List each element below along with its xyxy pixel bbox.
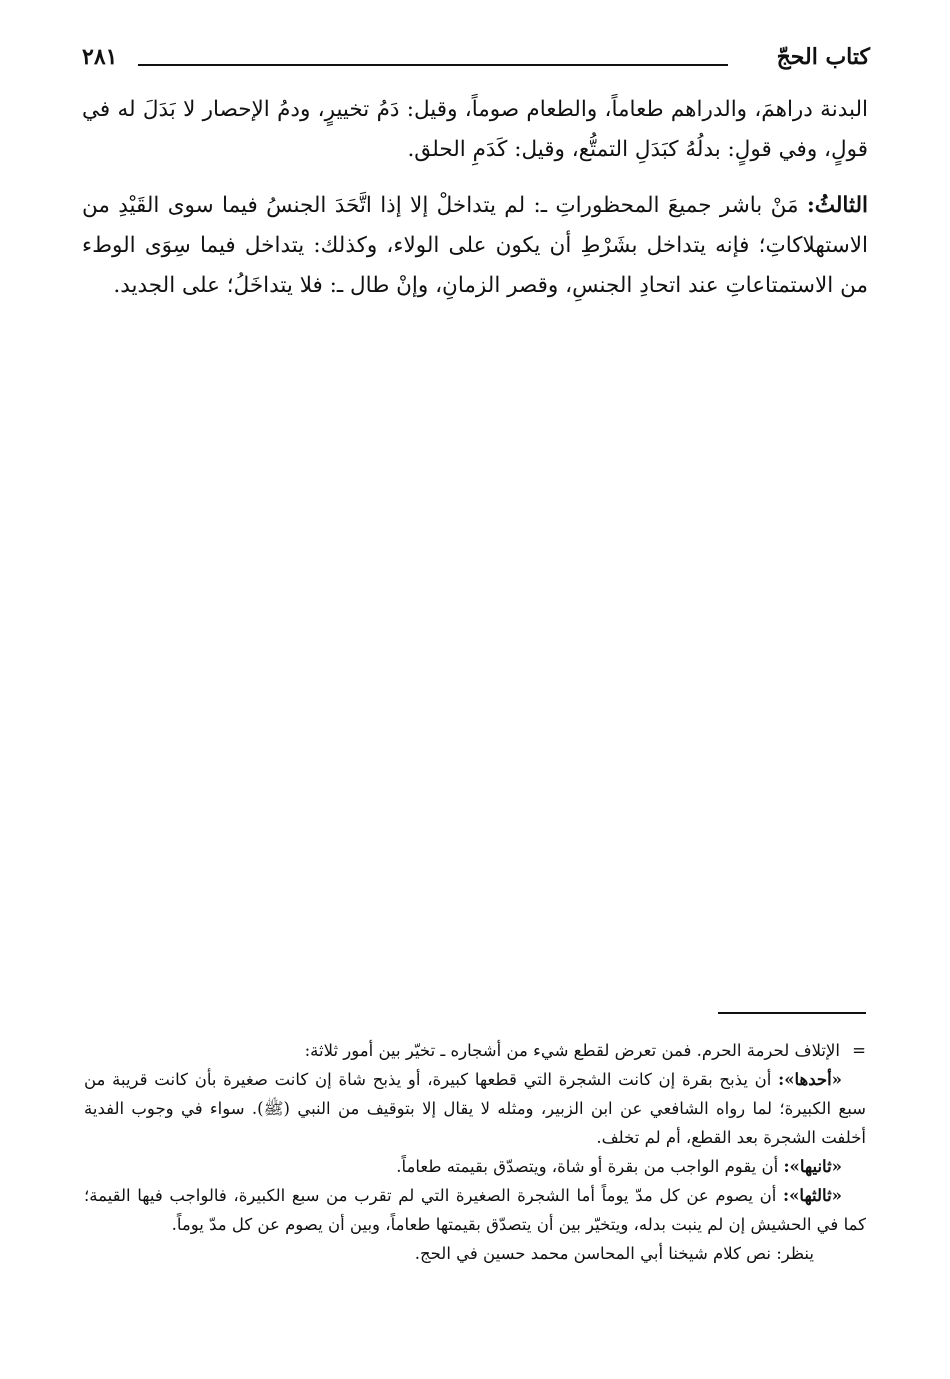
footnotes [84, 1036, 866, 1268]
footnote-item-lead: «ثانيها»: [783, 1157, 842, 1176]
footnote-item-text: أن يصوم عن كل مدّ يوماً أما الشجرة الصغيرة التي لم تقرب من سبع الكبيرة، فالواجب فيها القيمة؛ كما في الحشيش إن لم ينبت بدله، ويتخيّر بين أن يتصدّق بقيمتها طعاماً، وبين أن يصوم عن كل مدّ يوماً. [84, 1186, 866, 1234]
footnote-item-lead: «ثالثها»: [783, 1186, 842, 1205]
footnote-item-text: أن يذبح بقرة إن كانت الشجرة التي قطعها كبيرة، أو يذبح شاة إن كانت صغيرة بأن كانت قريبة من سبع الكبيرة؛ لما رواه الشافعي عن ابن الزبير، ومثله لا يقال إلا بتوقيف من النبي (ﷺ). سواء في وجوب الفدية أخلفت الشجرة بعد القطع، أم لم تخلف. [84, 1070, 866, 1147]
paragraph-lead: الثالثُ: [806, 193, 868, 218]
footnote-separator [718, 1012, 866, 1014]
paragraph [82, 186, 868, 306]
continuation-marker: = [852, 1041, 866, 1060]
footnote-item-lead: «أحدها»: [778, 1070, 842, 1089]
footnote-item [84, 1152, 866, 1181]
main-text [82, 90, 868, 306]
footnote-item-text: أن يقوم الواجب من بقرة أو شاة، ويتصدّق بقيمته طعاماً. [396, 1157, 784, 1176]
footnote-item [84, 1065, 866, 1152]
chapter-title: كتاب الحجّ [776, 44, 870, 70]
footnote-intro-text: الإتلاف لحرمة الحرم. فمن تعرض لقطع شيء من أشجاره ـ تخيّر بين أمور ثلاثة: [304, 1041, 840, 1060]
running-header [82, 40, 870, 80]
paragraph: البدنة دراهمَ، والدراهم طعاماً، والطعام صوماً، وقيل: دَمُ تخييرٍ، ودمُ الإحصار لا بَدَلَ له في قولٍ، وفي قولٍ: بدلُهُ كبَدَلِ التمتُّع، وقيل: كَدَمِ الحلق. [82, 97, 868, 162]
footnote-reference: ينظر: نص كلام شيخنا أبي المحاسن محمد حسين في الحج. [414, 1244, 814, 1263]
header-rule [138, 64, 728, 66]
paragraph-text: مَنْ باشر جميعَ المحظوراتِ ـ: لم يتداخلْ إلا إذا اتَّحَدَ الجنسُ فيما سوى القَيْدِ من الاستهلاكاتِ؛ فإنه يتداخل بشَرْطِ أن يكون على الولاء، وكذلك: يتداخل فيما سِوَى الوطء من الاستمتاعاتِ عند اتحادِ الجنسِ، وقصر الزمانِ، وإنْ طال ـ: فلا يتداخَلُ؛ على الجديد. [82, 193, 868, 298]
footnote-item [84, 1181, 866, 1239]
page-number: ٢٨١ [82, 44, 118, 70]
footnote-intro [84, 1036, 866, 1065]
